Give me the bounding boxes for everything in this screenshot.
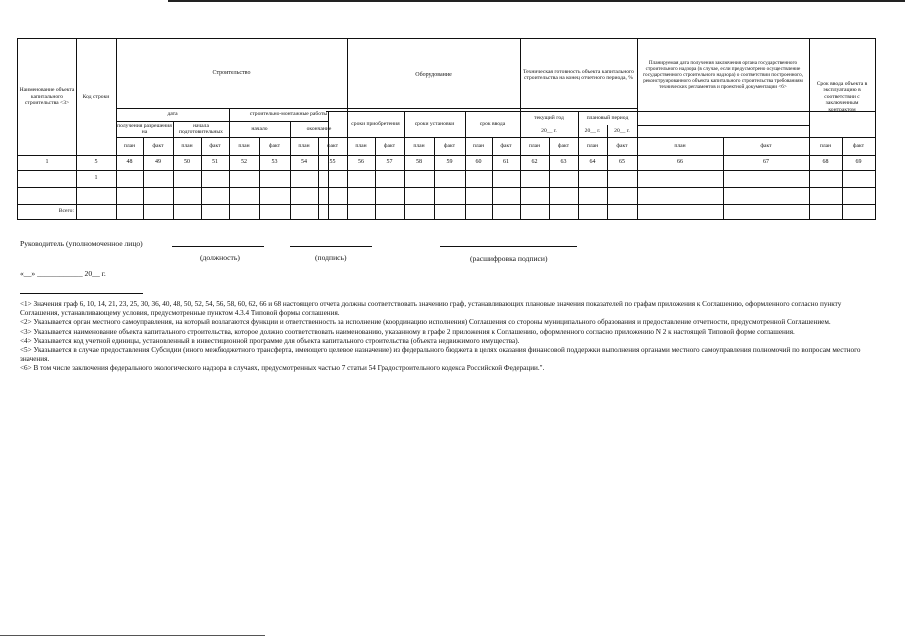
column-number: 56: [358, 159, 364, 166]
plan-subheader: план: [181, 142, 193, 149]
fact-subheader: факт: [852, 142, 865, 149]
total-label: Всего:: [58, 208, 74, 215]
hline: [18, 170, 875, 171]
year-blank: 20__ г.: [541, 127, 557, 134]
column-number: 62: [531, 159, 538, 166]
fact-subheader: факт: [616, 142, 628, 149]
column-number: 69: [855, 159, 862, 166]
column-number: 60: [475, 159, 482, 166]
sign-caption: (подпись): [315, 253, 347, 262]
acquisition-header: сроки приобретения: [351, 120, 400, 127]
position-caption: (должность): [200, 253, 240, 262]
footnote-2: <2> Указывается орган местного самоуправления, на который возлагаются функции и ответственность за исполнение (координацию исполнения) Соглашения со стороны муниципального образования и предоставление отчетности, предусмотренной Соглашением.: [20, 318, 831, 327]
plan-subheader: план: [586, 142, 599, 149]
footnote-1: <1> Значения граф 6, 10, 14, 21, 23, 25, 30, 36, 40, 48, 50, 52, 54, 56, 58, 60, 62, 66 и 68 настоящего отчета должны соответствовать значению граф, устанавливающих плановые значения показателей по графам приложения к Соглашению, оформленного согласно пункту Соглашения, устанавливающему условия, предусмотренные пунктом 4.3.4 Типовой формы соглашения.: [20, 300, 842, 318]
smr-start-header: начало: [251, 125, 268, 132]
smr-header: строительно-монтажные работы: [249, 111, 328, 118]
column-number: 51: [212, 159, 218, 166]
installation-header: сроки установки: [414, 120, 455, 127]
column-number: 59: [446, 159, 453, 166]
fact-subheader: факт: [326, 142, 339, 149]
footnote-separator: [20, 293, 143, 294]
column-number: 50: [184, 159, 190, 166]
column-number: 49: [155, 159, 161, 166]
column-number: 5: [94, 159, 98, 166]
column-number: 64: [589, 159, 596, 166]
footnote-5: <5> Указывается в случае предоставления Субсидии (иного межбюджетного трансферта, имеющего целевое назначение) из федерального бюджета в целях оказания финансовой поддержки выполнения органами местного самоуправления полномочий по вопросам местного значения.: [20, 346, 861, 364]
decode-caption: (расшифровка подписи): [470, 254, 548, 263]
footnote-6: <6> В том числе заключения федерального экологического надзора в случаях, предусмотренных частью 7 статьи 54 Градостроительного кодекса Российской Федерации.".: [20, 364, 545, 373]
permit-header: получения разрешения на: [117, 122, 172, 135]
column-number: 65: [619, 159, 625, 166]
planned-date-header: Планируемая дата получения заключения органа государственного строительного надзора (в случае, если предусмотрено осуществление государственного строительного надзора) о соответствии построенного, реконструированного объекта капитального строительства требованиям технических регламентов и проектной документации <6>: [643, 60, 803, 90]
current-year-header: текущий год: [534, 114, 564, 121]
planned-period-header: плановый период: [586, 114, 629, 121]
date-line: «__» ____________ 20__ г.: [20, 269, 106, 278]
fact-subheader: факт: [500, 142, 512, 149]
scan-top-edge: [168, 0, 905, 2]
plan-subheader: план: [528, 142, 541, 149]
plan-subheader: план: [413, 142, 425, 149]
plan-subheader: план: [238, 142, 250, 149]
head-label: Руководитель (уполномоченное лицо): [20, 239, 143, 248]
plan-subheader: план: [819, 142, 832, 149]
column-number: 53: [271, 159, 278, 166]
hline: [18, 187, 875, 188]
fact-subheader: факт: [557, 142, 570, 149]
footnote-3: <3> Указывается наименование объекта капитального строительства, которое должно соответствовать наименованию, указанному в графе 2 приложения к Соглашению, оформленного согласно приложению N 2 к настоящей Типовой форме соглашения.: [20, 327, 795, 336]
hline: [637, 125, 809, 126]
plan-subheader: план: [123, 142, 136, 149]
year-blank-2: 20__ г.: [584, 127, 601, 134]
report-table: [17, 38, 876, 220]
column-number: 54: [301, 159, 307, 166]
column-number: 58: [416, 159, 422, 166]
column-number: 1: [45, 159, 49, 166]
decode-line: [440, 246, 577, 247]
column-number: 63: [560, 159, 567, 166]
equipment-header: Оборудование: [415, 71, 452, 78]
hline: [18, 204, 875, 205]
footnote-4: <4> Указывается код учетной единицы, установленный в инвестиционной программе для объекта капитального строительства (объекта недвижимого имущества).: [20, 336, 520, 345]
commission-term-header: срок ввода: [479, 120, 506, 127]
fact-subheader: факт: [152, 142, 164, 149]
plan-subheader: план: [674, 142, 686, 149]
smr-end-header: окончание: [306, 125, 332, 132]
column-number: 57: [386, 159, 393, 166]
column-number: 61: [503, 159, 509, 166]
plan-subheader: план: [298, 142, 310, 149]
column-number: 48: [126, 159, 133, 166]
commissioning-header: Срок ввода объекта в эксплуатацию в соответствии с заключенным контрактом: [816, 80, 868, 113]
footnotes: [20, 300, 868, 374]
row2-code: 1: [94, 175, 98, 182]
column-number: 67: [763, 159, 769, 166]
fact-subheader: факт: [383, 142, 396, 149]
position-line: [172, 246, 264, 247]
readiness-header: Техническая готовность объекта капитального строительства на конец отчетного периода, %: [523, 68, 634, 81]
construction-header: Строительство: [212, 70, 251, 77]
plan-subheader: план: [355, 142, 367, 149]
column-number: 52: [241, 159, 247, 166]
fact-subheader: факт: [268, 142, 281, 149]
column-number: 55: [329, 159, 336, 166]
date-header: дата: [167, 111, 178, 118]
col-code-header: Код строки: [82, 93, 110, 100]
fact-subheader: факт: [760, 142, 772, 149]
plan-subheader: план: [472, 142, 485, 149]
fact-subheader: факт: [209, 142, 221, 149]
prep-start-header: начала подготовительных: [179, 122, 223, 135]
year-blank-3: 20__ г.: [614, 127, 630, 134]
fact-subheader: факт: [443, 142, 456, 149]
sign-line: [290, 246, 372, 247]
scan-bottom-edge: [0, 635, 265, 636]
column-number: 66: [677, 159, 683, 166]
col-name-header: Наименование объекта капитального строительства <3>: [19, 87, 75, 107]
column-number: 68: [822, 159, 829, 166]
